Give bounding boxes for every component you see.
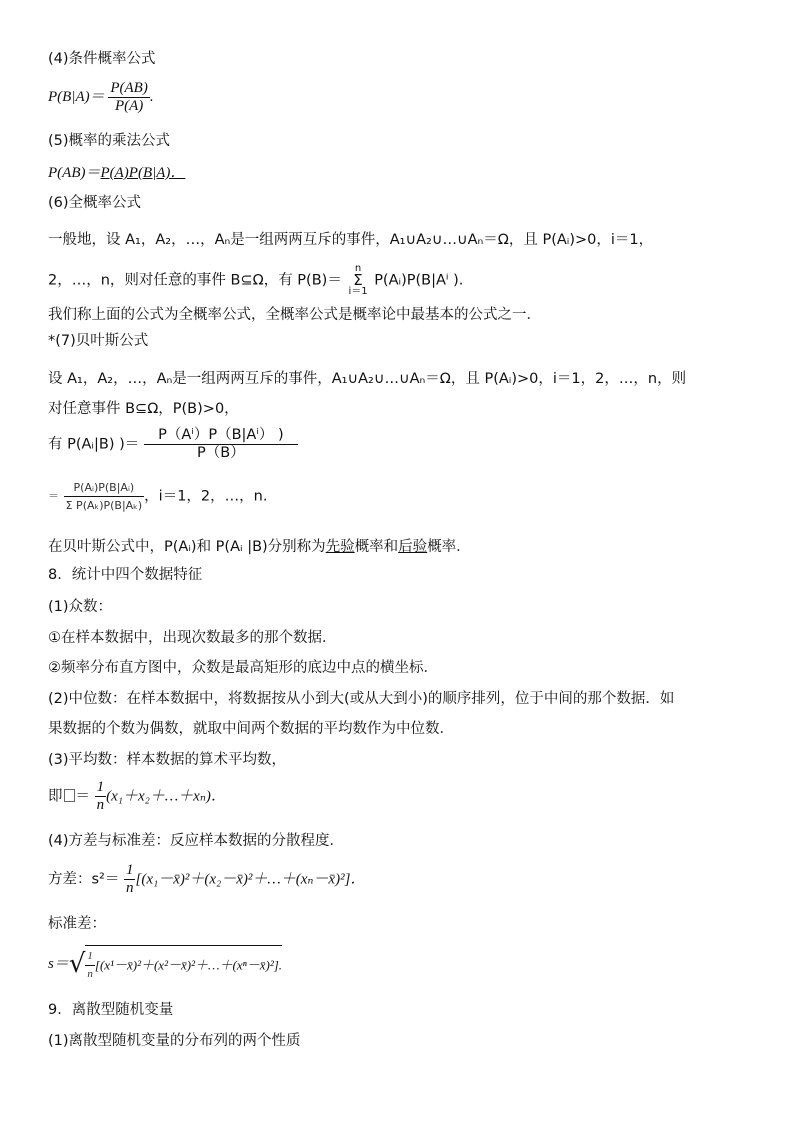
std-dev-heading: 标准差：: [48, 916, 106, 932]
formula-end: .: [149, 88, 154, 105]
section-4-heading: (4)条件概率公式: [48, 51, 156, 67]
bayes-line-2: 对任意事件 B⊆Ω，P(B)>0，: [48, 401, 239, 417]
formula-body: [(x₁－x̄)²＋(x₂－x̄)²＋…＋(xₙ－x̄)²]．: [135, 871, 366, 888]
formula-lhs: ＝: [48, 489, 59, 503]
x-bar-placeholder-icon: [64, 789, 75, 802]
sigma-icon: Σ: [353, 271, 363, 289]
formula-body: [(x¹－x̄)²＋(x²－x̄)²＋…＋(xⁿ－x̄)²].: [94, 957, 283, 973]
formula-denominator: P(A): [114, 98, 144, 114]
mode-point-1: ①在样本数据中，出现次数最多的那个数据．: [48, 630, 337, 646]
mode-heading: (1)众数：: [48, 599, 113, 615]
formula-numerator: 1: [125, 862, 134, 878]
formula-denominator: n: [125, 880, 134, 896]
formula-numerator: P(Aᵢ)P(B|Aᵢ): [64, 479, 145, 497]
sum-upper: n: [354, 263, 362, 274]
multiplication-formula: [48, 163, 185, 183]
formula-lhs: P(AB)＝: [48, 165, 101, 181]
section-7-heading: *(7)贝叶斯公式: [48, 333, 149, 349]
section-8-heading: 8．统计中四个数据特征: [48, 567, 203, 583]
std-dev-formula: [48, 945, 282, 983]
formula-numerator: P(AB): [110, 80, 148, 96]
bayes-line-5: [48, 537, 471, 557]
variance-heading: (4)方差与标准差：反应样本数据的分散程度．: [48, 833, 345, 849]
total-prob-line-2: [48, 264, 463, 297]
formula-denominator: Σ P(Aₖ)P(B|Aₖ): [65, 499, 143, 512]
formula-lhs: 有 P(Aᵢ|B) )＝: [48, 436, 140, 453]
section-9-sub-1: (1)离散型随机变量的分布列的两个性质: [48, 1033, 301, 1049]
median-line-1: (2)中位数：在样本数据中，将数据按从小到大(或从大到小)的顺序排列，位于中间的那个数据．如: [48, 691, 675, 707]
total-prob-line-1: 一般地，设 A₁，A₂，…，Aₙ是一组两两互斥的事件，A₁∪A₂∪…∪Aₙ＝Ω，且 P(Aᵢ)>0，i＝1，: [48, 232, 654, 248]
formula-fraction: [85, 948, 95, 983]
formula-denominator: P（B）: [197, 445, 245, 461]
formula-lhs: s＝: [48, 956, 69, 972]
total-prob-line-3: 我们称上面的公式为全概率公式，全概率公式是概率论中最基本的公式之一．: [48, 307, 541, 323]
line-text-end: P(Aᵢ)P(B|Aⁱ ).: [374, 272, 464, 289]
bayes-formula-2: [48, 479, 267, 514]
formula-denominator: n: [87, 968, 93, 980]
section-9-heading: 9．离散型随机变量: [48, 1002, 174, 1018]
variance-formula: [48, 862, 365, 897]
sqrt-radicand: [85, 945, 282, 983]
line-text: 在贝叶斯公式中，P(Aᵢ)和 P(Aᵢ |B)分别称为: [48, 539, 326, 555]
formula-fraction: [144, 427, 298, 462]
line-text: 即: [48, 788, 63, 805]
bayes-line-1: 设 A₁，A₂，…，Aₙ是一组两两互斥的事件，A₁∪A₂∪…∪Aₙ＝Ω，且 P(Aᵢ)>0，i＝1，2，…，n，则: [48, 371, 687, 387]
summation-sign: [348, 264, 367, 297]
formula-rhs-underlined: P(A)P(B|A)．: [100, 165, 186, 181]
conditional-probability-formula: [48, 80, 154, 115]
equals-sign: ＝: [75, 788, 90, 805]
formula-fraction: [108, 80, 149, 115]
section-5-heading: (5)概率的乘法公式: [48, 133, 171, 149]
sqrt-icon: √: [68, 949, 86, 979]
formula-fraction: [95, 779, 107, 814]
formula-numerator: P（Aⁱ）P（B|Aⁱ） ): [144, 427, 298, 445]
prior-term: 先验: [325, 539, 355, 555]
line-text: 2，…，n，则对任意的事件 B⊆Ω，有 P(B)＝: [48, 272, 342, 289]
posterior-term: 后验: [398, 539, 428, 555]
mode-point-2: ②频率分布直方图中，众数是最高矩形的底边中点的横坐标．: [48, 660, 438, 676]
formula-numerator: 1: [85, 948, 95, 966]
formula-lhs: P(B|A)＝: [48, 88, 105, 105]
formula-numerator: 1: [96, 779, 105, 795]
mean-heading: (3)平均数：样本数据的算术平均数，: [48, 752, 287, 768]
formula-denominator: n: [96, 797, 105, 813]
section-6-heading: (6)全概率公式: [48, 195, 142, 211]
line-text: 概率．: [427, 539, 471, 555]
line-text: 概率和: [354, 539, 399, 555]
formula-body: (x₁＋x₂＋…＋xₙ)．: [106, 788, 226, 805]
bayes-formula-1: [48, 427, 298, 462]
formula-fraction: [124, 862, 136, 897]
median-line-2: 果数据的个数为偶数，就取中间两个数据的平均数作为中位数．: [48, 721, 454, 737]
formula-end: ，i＝1，2，…，n.: [144, 488, 268, 505]
formula-lhs: 方差：s²＝: [48, 871, 120, 888]
sum-lower: i＝1: [348, 286, 368, 297]
formula-fraction: [64, 479, 145, 514]
mean-formula: [48, 779, 226, 814]
